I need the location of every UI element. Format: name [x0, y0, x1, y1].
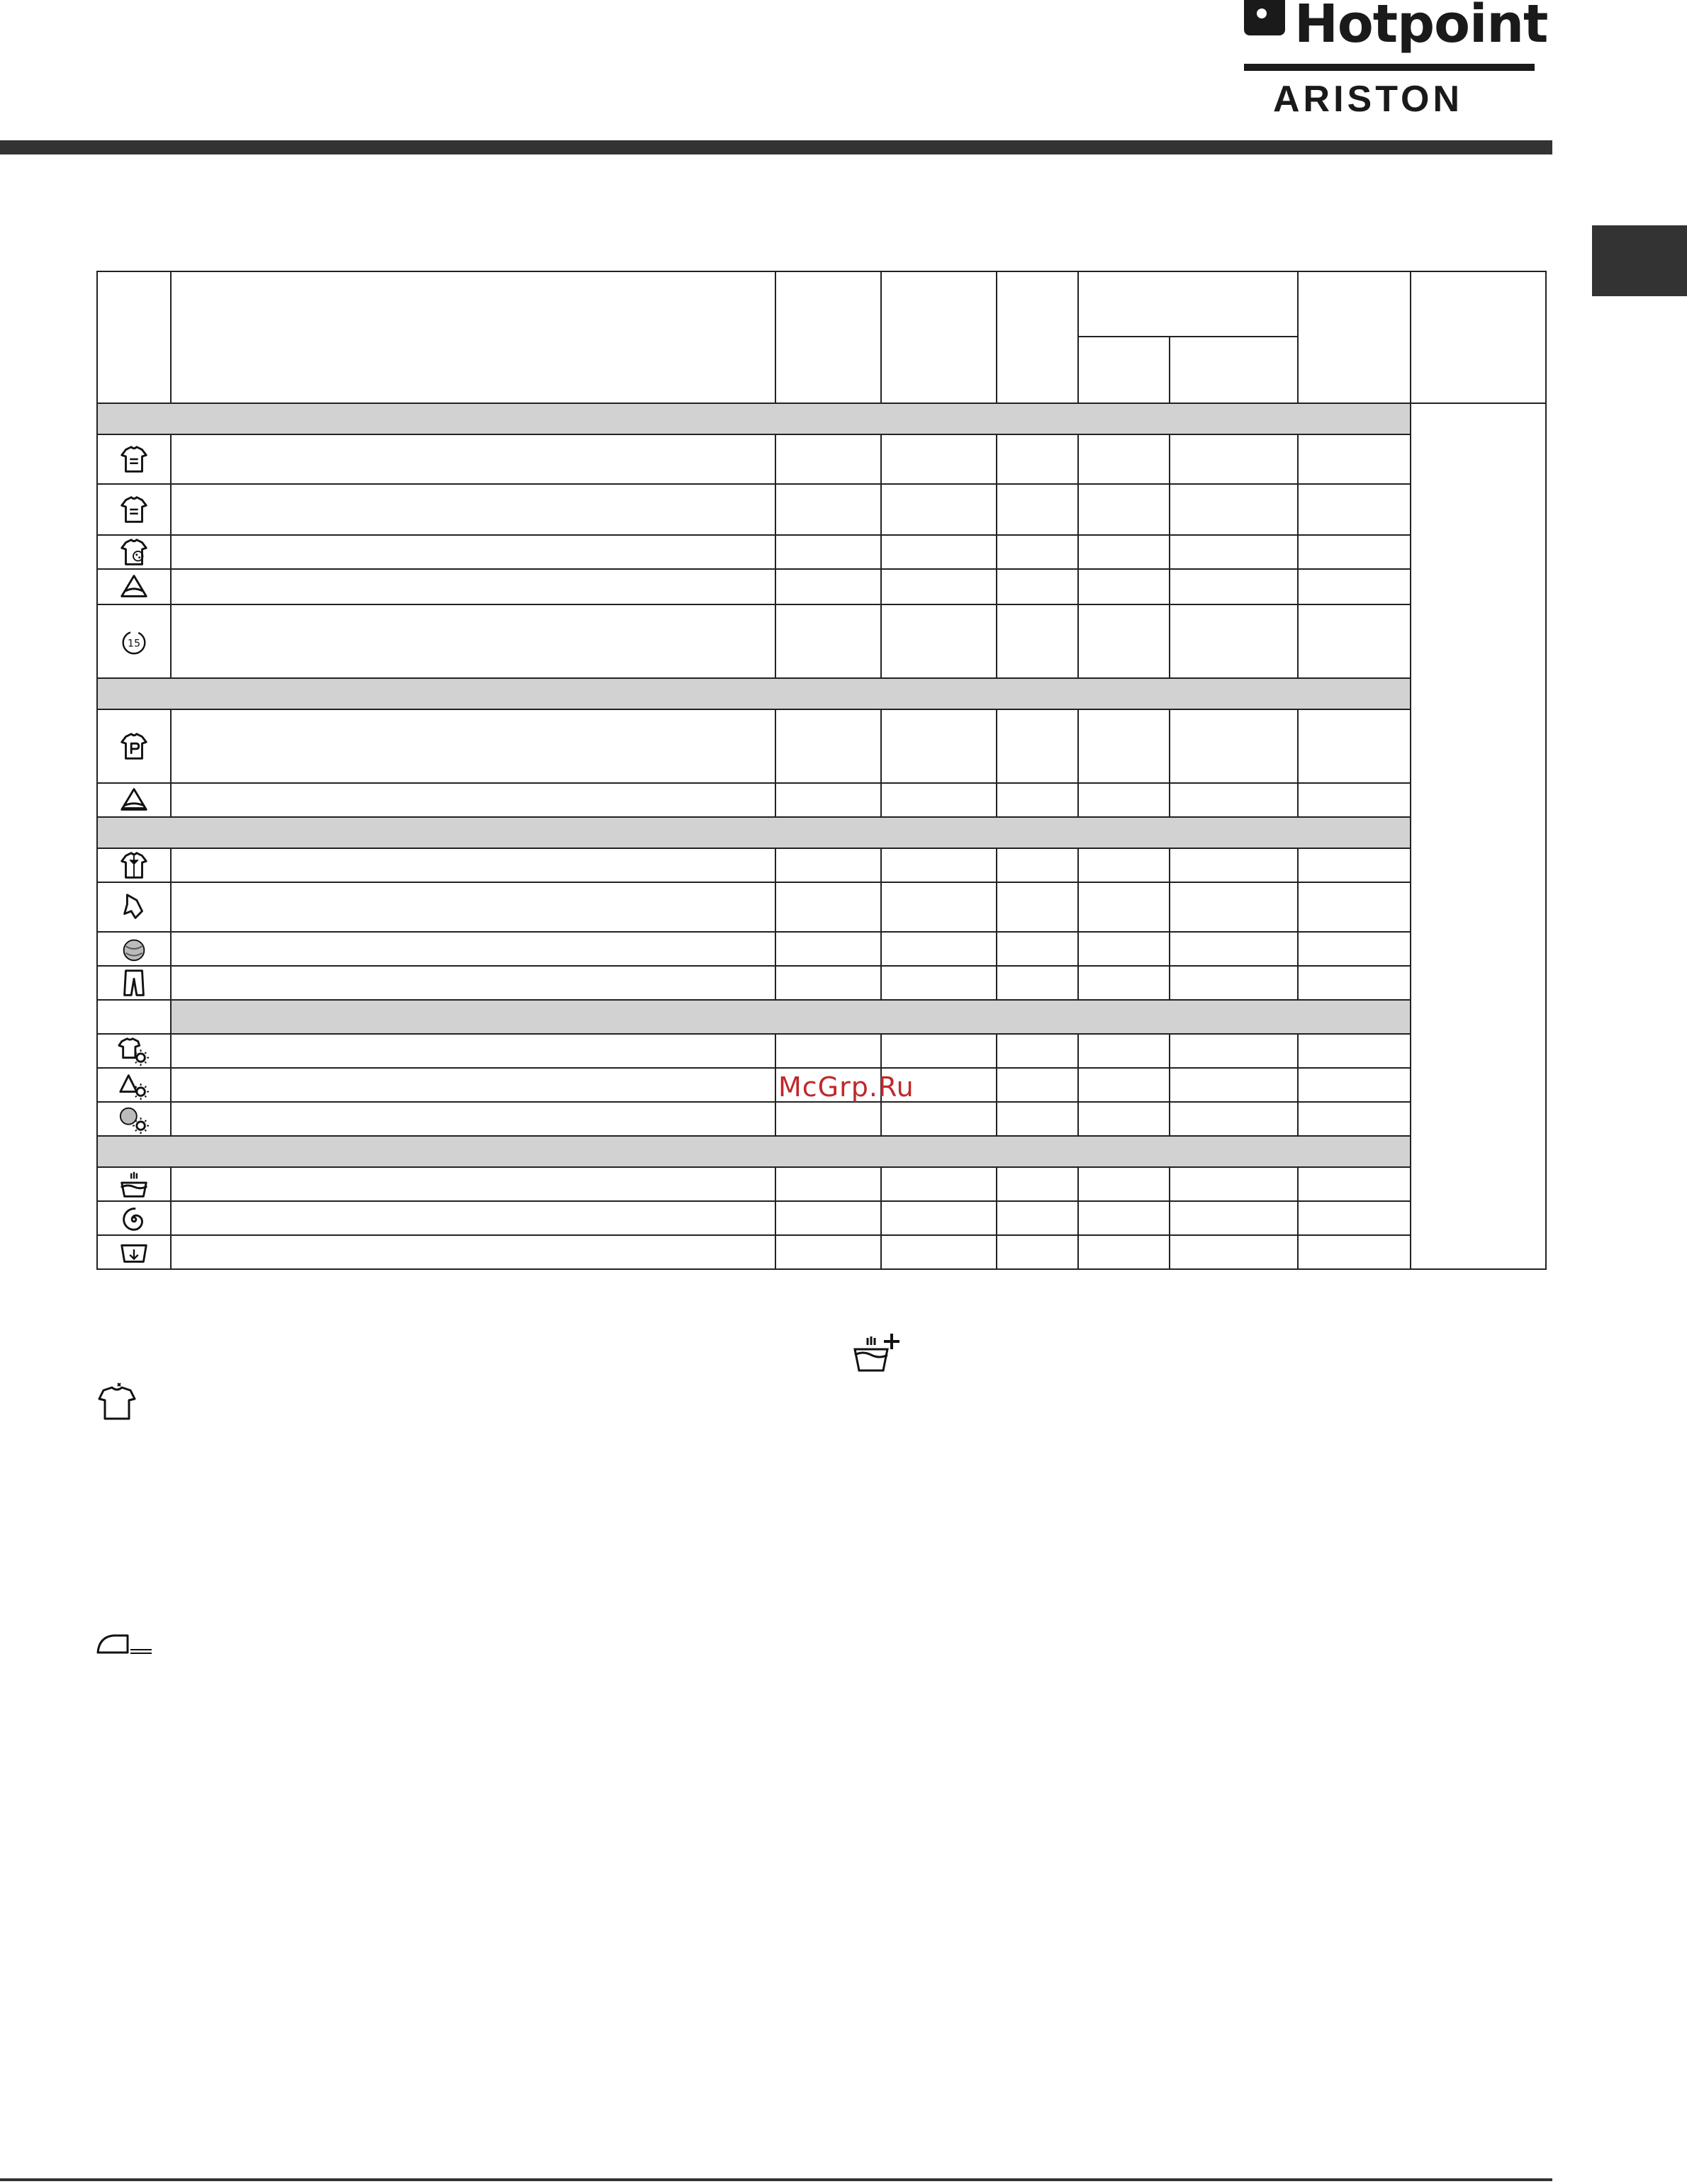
delicates-icon: [118, 784, 150, 816]
header-row-top: [97, 271, 1546, 337]
programme-icon-cell: [97, 882, 171, 932]
language-tab: [1592, 225, 1687, 296]
table-cell: [1298, 966, 1411, 1000]
cotton-shirt-icon: [118, 443, 150, 475]
table-cell: [881, 604, 997, 678]
programme-icon-cell: [97, 604, 171, 678]
table-row: [97, 709, 1546, 783]
table-cell: [1078, 1102, 1170, 1136]
table-row: [97, 484, 1546, 535]
table-cell: [775, 484, 881, 535]
table-cell: [171, 848, 775, 882]
jeans-icon: [118, 967, 150, 999]
table-cell: [881, 966, 997, 1000]
table-cell: [1298, 569, 1411, 604]
table-cell: [775, 709, 881, 783]
table-row: [97, 604, 1546, 678]
table-cell: [171, 484, 775, 535]
header-cell: [881, 271, 997, 403]
table-row: [97, 1201, 1546, 1235]
table-cell: [1170, 535, 1298, 569]
brand-logo: [1242, 0, 1548, 120]
header-cell: [171, 271, 775, 403]
table-cell: [881, 1102, 997, 1136]
table-row: [97, 932, 1546, 966]
table-cell: [997, 1102, 1078, 1136]
table-cell: [997, 1034, 1078, 1068]
table-cell: [775, 932, 881, 966]
table-cell: [1078, 882, 1170, 932]
table-cell: [1298, 1068, 1411, 1102]
section-band: [97, 678, 1411, 709]
header-cell: [97, 271, 171, 403]
table-row: [97, 1235, 1546, 1269]
table-row: [97, 966, 1546, 1000]
table-cell: [997, 484, 1078, 535]
table-cell: [1298, 1102, 1411, 1136]
table-cell: [171, 932, 775, 966]
table-cell: [881, 783, 997, 817]
table-cell: [1078, 966, 1170, 1000]
table-section-row: [97, 678, 1546, 709]
programme-icon-cell: [97, 434, 171, 484]
stain-removal-icon: [96, 1382, 138, 1423]
wool-sun-icon: [118, 1103, 150, 1135]
header-cell: [997, 271, 1078, 403]
table-cell: [997, 434, 1078, 484]
table-cell: [171, 569, 775, 604]
table-cell: [1078, 535, 1170, 569]
programme-icon-cell: [97, 966, 171, 1000]
table-cell: [1078, 1235, 1170, 1269]
table-cell: [1170, 932, 1298, 966]
table-cell: [997, 882, 1078, 932]
table-cell: [997, 709, 1078, 783]
section-band: [97, 403, 1411, 434]
table-cell: [881, 1235, 997, 1269]
programme-icon-cell: [97, 848, 171, 882]
table-cell: [775, 848, 881, 882]
table-cell: [1078, 932, 1170, 966]
table-row: [97, 569, 1546, 604]
extra-rinse-icon: [851, 1331, 902, 1375]
section-band: [97, 1136, 1411, 1167]
table-cell: [997, 1068, 1078, 1102]
table-cell: [1078, 569, 1170, 604]
programme-icon-cell: [97, 783, 171, 817]
table-cell: [1298, 535, 1411, 569]
header-divider: [0, 140, 1552, 154]
programme-icon-cell: [97, 484, 171, 535]
cotton-sun-icon: [118, 1035, 150, 1067]
footer-divider: [0, 2178, 1552, 2181]
table-cell: [997, 604, 1078, 678]
table-cell: [1170, 434, 1298, 484]
table-cell: [997, 569, 1078, 604]
table-cell: [775, 1102, 881, 1136]
section-band: [171, 1000, 1411, 1034]
table-row: [97, 1102, 1546, 1136]
table-section-row: [97, 817, 1546, 848]
programmes-table: [96, 271, 1547, 1270]
watermark: McGrp.Ru: [778, 1071, 914, 1103]
table-cell: [881, 1201, 997, 1235]
table-cell: [1170, 882, 1298, 932]
table-cell: [1298, 434, 1411, 484]
header-cell: [1170, 337, 1298, 403]
table-cell: [171, 709, 775, 783]
table-cell: [997, 848, 1078, 882]
programme-icon-cell: [97, 569, 171, 604]
table-cell: [997, 932, 1078, 966]
table-cell: [171, 1102, 775, 1136]
table-cell: [1298, 882, 1411, 932]
table-cell: [1078, 1034, 1170, 1068]
table-cell: [775, 882, 881, 932]
table-cell: [881, 1034, 997, 1068]
table-cell: [1298, 1167, 1411, 1201]
table-cell: [171, 882, 775, 932]
programme-icon-cell: [97, 1167, 171, 1201]
table-cell: [997, 966, 1078, 1000]
table-cell: [1170, 1068, 1298, 1102]
table-cell: [881, 569, 997, 604]
table-cell: [1078, 1167, 1170, 1201]
table-cell: [775, 569, 881, 604]
table-cell: [1170, 1102, 1298, 1136]
table-cell: [775, 1235, 881, 1269]
table-cell: [1170, 1167, 1298, 1201]
svg-text:15: 15: [127, 638, 141, 650]
table-cell: [1298, 709, 1411, 783]
table-cell: [1170, 1235, 1298, 1269]
table-cell: [775, 966, 881, 1000]
programme-icon-cell: [97, 709, 171, 783]
wool-ball-icon: [118, 933, 150, 965]
table-cell: [997, 783, 1078, 817]
table-cell: [881, 709, 997, 783]
table-cell: [775, 1034, 881, 1068]
brand-name: Hotpoint: [1294, 0, 1548, 55]
table-cell: [171, 1167, 775, 1201]
table-cell: [97, 1000, 171, 1034]
header-cell: [1298, 271, 1411, 403]
table-cell: [1170, 848, 1298, 882]
15-minute-timer-icon: [118, 625, 150, 658]
table-row: [97, 434, 1546, 484]
brand-underline: [1244, 64, 1535, 71]
table-cell: [1078, 604, 1170, 678]
programme-icon-cell: [97, 1102, 171, 1136]
rinse-icon: [118, 1168, 150, 1200]
table-cell: [1298, 848, 1411, 882]
programme-icon-cell: [97, 932, 171, 966]
table-cell: [171, 1068, 775, 1102]
table-row: [97, 535, 1546, 569]
table-row: [97, 1167, 1546, 1201]
table-row: [97, 848, 1546, 882]
header-cell: [1078, 337, 1170, 403]
table-cell: [171, 783, 775, 817]
programme-icon-cell: [97, 535, 171, 569]
table-cell: [1298, 1235, 1411, 1269]
brand-square-icon: [1244, 0, 1285, 35]
table-cell: [775, 604, 881, 678]
table-cell: [881, 848, 997, 882]
stained-shirt-icon: [118, 536, 150, 568]
table-cell: [1170, 604, 1298, 678]
table-cell: [997, 535, 1078, 569]
header-cell: [1411, 271, 1546, 403]
shirt-icon: [118, 849, 150, 882]
table-cell: [1298, 604, 1411, 678]
silk-icon: [118, 891, 150, 923]
table-cell: [775, 535, 881, 569]
table-cell: [1078, 848, 1170, 882]
programme-icon-cell: [97, 1034, 171, 1068]
table-cell: [1078, 709, 1170, 783]
table-cell: [1170, 1034, 1298, 1068]
table-cell: [997, 1167, 1078, 1201]
synthetic-shirt-icon: [118, 730, 150, 762]
table-cell: [881, 1167, 997, 1201]
spin-icon: [118, 1202, 150, 1234]
table-cell: [1170, 1201, 1298, 1235]
table-cell: [171, 1201, 775, 1235]
brand-subname: ARISTON: [1273, 79, 1464, 120]
table-cell: [997, 1235, 1078, 1269]
table-cell: [171, 604, 775, 678]
synthetic-sun-icon: [118, 1069, 150, 1101]
table-cell: [1298, 932, 1411, 966]
table-cell: [171, 1235, 775, 1269]
table-cell: [775, 434, 881, 484]
table-cell: [1170, 966, 1298, 1000]
table-cell: [171, 966, 775, 1000]
table-cell: [1298, 1201, 1411, 1235]
table-cell: [881, 932, 997, 966]
table-cell: [171, 434, 775, 484]
table-section-row: [97, 1136, 1546, 1167]
table-cell: [1170, 569, 1298, 604]
notes-column-cell: [1411, 403, 1546, 1269]
header-cell: [775, 271, 881, 403]
section-band: [97, 817, 1411, 848]
table-cell: [881, 434, 997, 484]
drain-icon: [118, 1236, 150, 1268]
programme-icon-cell: [97, 1068, 171, 1102]
table-cell: [1298, 1034, 1411, 1068]
table-cell: [171, 1034, 775, 1068]
table-row: [97, 783, 1546, 817]
cotton-shirt-icon: [118, 493, 150, 526]
table-cell: [881, 882, 997, 932]
table-cell: [1078, 783, 1170, 817]
table-cell: [775, 1167, 881, 1201]
easy-iron-icon: [95, 1630, 153, 1655]
table-cell: [1078, 1201, 1170, 1235]
table-cell: [1170, 783, 1298, 817]
header-cell-group: [1078, 271, 1298, 337]
table-cell: [1078, 1068, 1170, 1102]
table-row: [97, 882, 1546, 932]
programme-icon-cell: [97, 1235, 171, 1269]
table-cell: [881, 484, 997, 535]
table-section-row: [97, 403, 1546, 434]
table-cell: [1170, 709, 1298, 783]
table-cell: [1298, 484, 1411, 535]
programme-icon-cell: [97, 1201, 171, 1235]
table-row: [97, 1034, 1546, 1068]
table-cell: [1078, 434, 1170, 484]
table-section-row: [97, 1000, 1546, 1034]
table-cell: [997, 1201, 1078, 1235]
table-cell: [1170, 484, 1298, 535]
table-cell: [775, 783, 881, 817]
wool-fabric-icon: [118, 570, 150, 603]
table-cell: [881, 535, 997, 569]
table-cell: [1078, 484, 1170, 535]
table-cell: [775, 1201, 881, 1235]
table-cell: [171, 535, 775, 569]
table-cell: [1298, 783, 1411, 817]
